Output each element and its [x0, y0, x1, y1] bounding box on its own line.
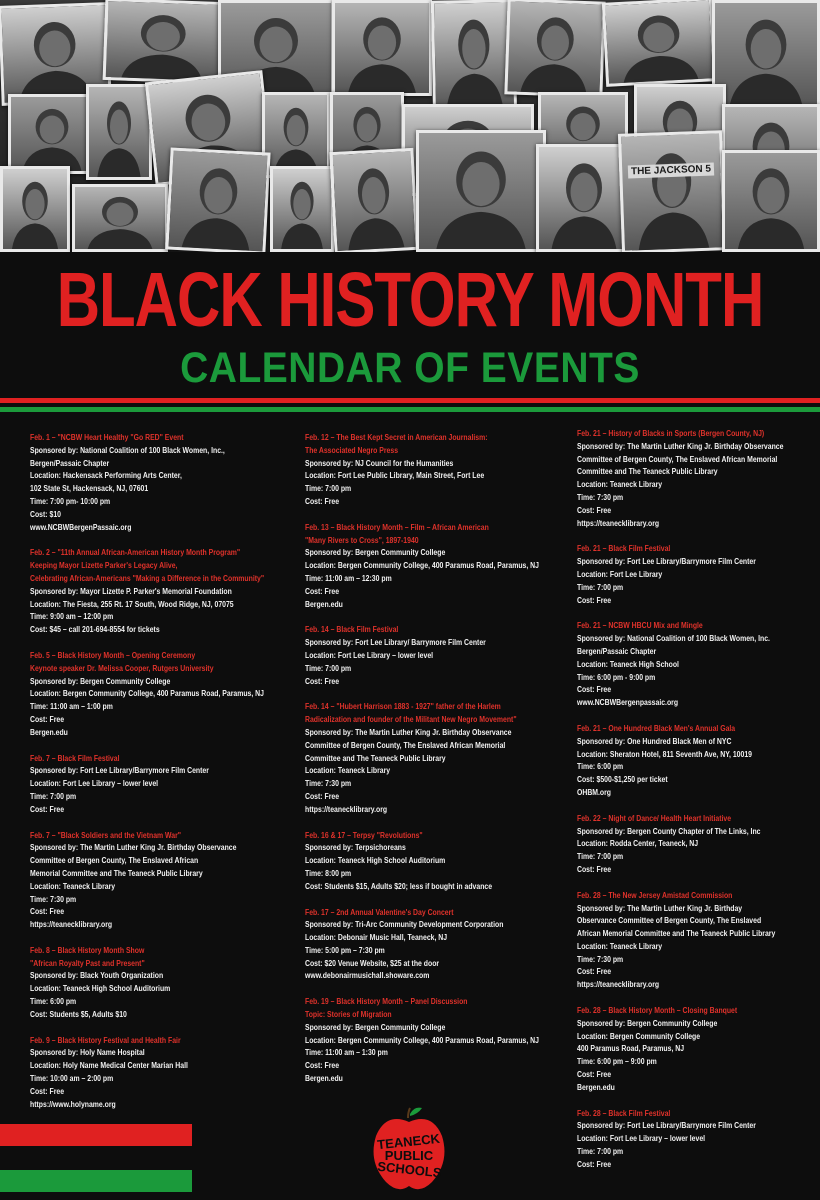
event-detail: Sponsored by: The Martin Luther King Jr. Birthday Observance: [577, 441, 784, 451]
page-subtitle: CALENDAR OF EVENTS: [180, 344, 640, 393]
event-detail: 400 Paramus Road, Paramus, NJ: [577, 1044, 685, 1054]
event-detail: Location: Fort Lee Library – lower level: [577, 1134, 706, 1144]
event-detail: Sponsored by: The Martin Luther King Jr. Birthday Observance: [30, 843, 237, 853]
event-detail: Observance Committee of Bergen County, The Enslaved: [577, 916, 762, 926]
event-item: [30, 945, 302, 1022]
event-detail: Location: Teaneck Library: [577, 941, 663, 951]
event-detail: Cost: Free: [305, 791, 340, 801]
event-heading: Feb. 14 – Black Film Festival: [305, 625, 399, 635]
event-heading: Feb. 14 – "Hubert Harrison 1883 - 1927" father of the Harlem: [305, 702, 501, 712]
event-detail: Sponsored by: One Hundred Black Men of NYC: [577, 736, 732, 746]
portrait-photo: [270, 166, 334, 252]
event-detail: https://teanecklibrary.org: [577, 518, 660, 528]
event-detail: Location: Debonair Music Hall, Teaneck, NJ: [305, 933, 448, 943]
event-item: [577, 543, 817, 607]
event-detail: Sponsored by: Fort Lee Library/ Barrymore Film Center: [305, 638, 486, 648]
event-detail: Cost: Free: [30, 714, 65, 724]
event-detail: Location: Fort Lee Library: [577, 569, 663, 579]
event-detail: Sponsored by: National Coalition of 100 Black Women, Inc.,: [30, 445, 225, 455]
event-heading: Feb. 5 – Black History Month – Opening Ceremony: [30, 650, 196, 660]
event-detail: Cost: Free: [30, 1086, 65, 1096]
portrait-photo: [416, 130, 546, 252]
event-detail: Time: 7:30 pm: [577, 492, 624, 502]
event-detail: Time: 10:00 am – 2:00 pm: [30, 1074, 114, 1084]
portrait-photo: [536, 144, 632, 252]
event-heading: Keynote speaker Dr. Melissa Cooper, Rutgers University: [30, 663, 214, 673]
logo-line-1: TEANECK: [376, 1130, 441, 1153]
event-detail: www.NCBWBergenpassaic.org: [577, 698, 679, 708]
event-detail: Memorial Committee and The Teaneck Public Library: [30, 868, 203, 878]
event-item: [577, 1108, 817, 1172]
event-detail: Location: Fort Lee Public Library, Main Street, Fort Lee: [305, 471, 485, 481]
event-detail: www.NCBWBergenPassaic.org: [30, 522, 132, 532]
logo-line-2: PUBLIC: [384, 1148, 434, 1163]
event-detail: Location: Teaneck High School Auditorium: [305, 856, 446, 866]
event-heading: The Associated Negro Press: [305, 445, 399, 455]
event-detail: Committee and The Teaneck Public Library: [577, 467, 718, 477]
event-item: [30, 753, 302, 817]
event-item: [305, 996, 577, 1086]
event-item: [30, 432, 302, 534]
event-detail: Cost: Free: [305, 676, 340, 686]
event-detail: Time: 11:00 am – 1:00 pm: [30, 702, 113, 712]
event-detail: Location: Bergen Community College, 400 Paramus Road, Paramus, NJ: [305, 1035, 539, 1045]
event-detail: Cost: Free: [577, 685, 612, 695]
event-detail: Sponsored by: National Coalition of 100 Black Women, Inc.: [577, 634, 770, 644]
photo-collage: [0, 0, 820, 252]
event-item: [577, 723, 817, 800]
event-item: [305, 624, 577, 688]
portrait-photo: [332, 0, 432, 96]
event-detail: Location: Sheraton Hotel, 811 Seventh Ave, NY, 10019: [577, 749, 752, 759]
event-detail: Cost: Free: [577, 1159, 612, 1169]
event-detail: https://www.holyname.org: [30, 1099, 116, 1109]
event-detail: Time: 6:00 pm: [577, 762, 624, 772]
event-detail: African Memorial Committee and The Teaneck Public Library: [577, 929, 776, 939]
event-item: [305, 907, 577, 984]
event-detail: Cost: Free: [577, 967, 612, 977]
portrait-photo: [165, 147, 270, 252]
event-heading: Feb. 22 – Night of Dance/ Health Heart Initiative: [577, 813, 732, 823]
event-heading: Feb. 9 – Black History Festival and Health Fair: [30, 1035, 181, 1045]
pan-african-flag: [0, 1124, 192, 1192]
event-detail: Cost: Free: [577, 505, 612, 515]
flag-black-band: [0, 1146, 192, 1170]
event-detail: Sponsored by: Bergen Community College: [577, 1018, 718, 1028]
event-detail: Location: Teaneck Library: [577, 480, 663, 490]
event-detail: Sponsored by: Terpsichoreans: [305, 843, 406, 853]
event-detail: https://teanecklibrary.org: [305, 804, 388, 814]
event-detail: Sponsored by: Fort Lee Library/Barrymore Film Center: [577, 1121, 756, 1131]
event-detail: Sponsored by: Tri-Arc Community Development Corporation: [305, 920, 504, 930]
event-detail: Time: 8:00 pm: [305, 868, 352, 878]
apple-icon: [364, 1102, 454, 1194]
flag-green-band: [0, 1170, 192, 1192]
event-detail: Location: Teaneck High School Auditorium: [30, 984, 171, 994]
event-detail: Bergen.edu: [577, 1082, 615, 1092]
event-heading: Celebrating African-Americans "Making a Difference in the Community": [30, 573, 265, 583]
events-column-2: [305, 432, 577, 1099]
event-detail: Location: Bergen Community College, 400 Paramus Road, Paramus, NJ: [305, 561, 539, 571]
stripe-green: [0, 407, 820, 412]
event-detail: Cost: Students $5, Adults $10: [30, 1009, 127, 1019]
event-heading: "African Royalty Past and Present": [30, 958, 145, 968]
event-item: [577, 1005, 817, 1095]
event-detail: Committee and The Teaneck Public Library: [305, 753, 446, 763]
teaneck-public-schools-logo: [364, 1102, 454, 1194]
event-heading: Feb. 28 – Black Film Festival: [577, 1108, 671, 1118]
event-detail: Time: 7:00 pm- 10:00 pm: [30, 496, 111, 506]
event-item: [577, 813, 817, 877]
event-detail: Time: 7:00 pm: [577, 1147, 624, 1157]
event-heading: Feb. 21 – One Hundred Black Men's Annual Gala: [577, 723, 736, 733]
event-detail: Cost: Free: [30, 907, 65, 917]
event-detail: Cost: $500-$1,250 per ticket: [577, 775, 668, 785]
event-detail: Time: 6:00 pm - 9:00 pm: [577, 672, 656, 682]
event-heading: Feb. 21 – History of Blacks in Sports (Bergen County, NJ): [577, 429, 765, 438]
event-detail: Bergen/Passaic Chapter: [577, 646, 657, 656]
event-item: [305, 522, 577, 612]
event-heading: Radicalization and founder of the Militant New Negro Movement": [305, 715, 517, 725]
event-detail: Cost: Free: [305, 586, 340, 596]
event-detail: Committee of Bergen County, The Enslaved African Memorial: [305, 740, 506, 750]
event-detail: Committee of Bergen County, The Enslaved African: [30, 856, 199, 866]
event-detail: Cost: Free: [577, 595, 612, 605]
event-detail: Time: 6:00 pm: [30, 997, 77, 1007]
event-detail: Time: 7:00 pm: [30, 791, 77, 801]
event-heading: Feb. 16 & 17 – Terpsy "Revolutions": [305, 830, 423, 840]
event-detail: Sponsored by: Bergen Community College: [305, 1022, 446, 1032]
event-detail: Time: 7:00 pm: [305, 484, 352, 494]
event-detail: Location: Bergen Community College, 400 Paramus Road, Paramus, NJ: [30, 689, 264, 699]
portrait-photo: [8, 94, 96, 174]
event-detail: Sponsored by: Fort Lee Library/Barrymore Film Center: [577, 557, 756, 567]
event-heading: Feb. 21 – Black Film Festival: [577, 544, 671, 554]
event-heading: Feb. 12 – The Best Kept Secret in American Journalism:: [305, 433, 488, 442]
event-detail: Time: 7:30 pm: [30, 894, 77, 904]
flag-red-band: [0, 1124, 192, 1146]
event-heading: Feb. 17 – 2nd Annual Valentine's Day Concert: [305, 907, 454, 917]
event-detail: Sponsored by: The Martin Luther King Jr. Birthday: [577, 903, 743, 913]
event-item: [305, 432, 577, 509]
event-detail: Time: 7:30 pm: [305, 779, 352, 789]
event-detail: Bergen.edu: [305, 1074, 343, 1084]
event-detail: Time: 7:30 pm: [577, 954, 624, 964]
portrait-photo: [618, 130, 726, 252]
event-detail: Cost: Free: [577, 864, 612, 874]
event-detail: Location: Teaneck Library: [305, 766, 391, 776]
event-item: [305, 701, 577, 816]
portrait-photo: [103, 0, 224, 84]
portrait-photo: [602, 0, 716, 87]
event-detail: 102 State St, Hackensack, NJ, 07601: [30, 484, 149, 494]
event-heading: Feb. 28 – Black History Month – Closing Banquet: [577, 1006, 738, 1016]
event-detail: https://teanecklibrary.org: [30, 920, 113, 930]
event-detail: Time: 7:00 pm: [577, 582, 624, 592]
event-item: [577, 428, 817, 530]
event-detail: Location: Fort Lee Library – lower level: [305, 650, 434, 660]
jackson5-label: THE JACKSON 5: [628, 163, 714, 179]
portrait-photo: [72, 184, 168, 252]
event-detail: Sponsored by: Bergen County Chapter of The Links, Inc: [577, 826, 761, 836]
event-heading: Feb. 7 – Black Film Festival: [30, 753, 120, 763]
event-detail: Sponsored by: Bergen Community College: [305, 548, 446, 558]
event-detail: Bergen.edu: [30, 727, 68, 737]
event-detail: Time: 6:00 pm – 9:00 pm: [577, 1057, 657, 1067]
event-detail: Location: Teaneck High School: [577, 659, 679, 669]
event-item: [305, 830, 577, 894]
event-heading: Feb. 28 – The New Jersey Amistad Commission: [577, 890, 733, 900]
event-detail: Bergen.edu: [305, 599, 343, 609]
event-heading: Keeping Mayor Lizette Parker's Legacy Alive,: [30, 561, 178, 571]
events-column-3: [577, 428, 817, 1185]
event-item: [30, 547, 302, 637]
event-detail: Location: Rodda Center, Teaneck, NJ: [577, 839, 699, 849]
event-heading: Feb. 8 – Black History Month Show: [30, 945, 145, 955]
event-detail: Time: 9:00 am – 12:00 pm: [30, 612, 114, 622]
event-detail: Sponsored by: The Martin Luther King Jr. Birthday Observance: [305, 727, 512, 737]
event-detail: Sponsored by: Bergen Community College: [30, 676, 171, 686]
event-detail: Cost: Students $15, Adults $20; less if bought in advance: [305, 881, 493, 891]
event-item: [577, 890, 817, 992]
event-item: [30, 650, 302, 740]
event-detail: Cost: Free: [305, 496, 340, 506]
event-detail: Location: The Fiesta, 255 Rt. 17 South, Wood Ridge, NJ, 07075: [30, 599, 234, 609]
event-heading: Feb. 19 – Black History Month – Panel Discussion: [305, 997, 468, 1007]
event-detail: Cost: Free: [577, 1070, 612, 1080]
event-heading: Feb. 7 – "Black Soldiers and the Vietnam War": [30, 830, 182, 840]
event-detail: Location: Hackensack Performing Arts Center,: [30, 471, 182, 481]
event-detail: Time: 11:00 am – 1:30 pm: [305, 1048, 388, 1058]
event-detail: Time: 5:00 pm – 7:30 pm: [305, 945, 385, 955]
event-detail: Cost: Free: [30, 804, 65, 814]
event-detail: Sponsored by: Holy Name Hospital: [30, 1048, 145, 1058]
event-detail: Sponsored by: NJ Council for the Humanities: [305, 458, 454, 468]
portrait-photo: [329, 148, 418, 252]
event-heading: Feb. 13 – Black History Month – Film – African American: [305, 522, 489, 532]
event-detail: Location: Bergen Community College: [577, 1031, 701, 1041]
event-heading: Feb. 1 – "NCBW Heart Healthy "Go RED" Event: [30, 433, 184, 442]
event-detail: Time: 7:00 pm: [305, 663, 352, 673]
portrait-photo: [0, 166, 70, 252]
event-detail: www.debonairmusichall.showare.com: [305, 971, 430, 981]
portrait-photo: [712, 0, 820, 110]
event-detail: Cost: $20 Venue Website, $25 at the door: [305, 958, 440, 968]
page-title: BLACK HISTORY MONTH: [56, 256, 764, 343]
event-detail: Time: 11:00 am – 12:30 pm: [305, 573, 392, 583]
event-heading: Topic: Stories of Migration: [305, 1010, 392, 1020]
portrait-photo: [504, 0, 605, 98]
event-detail: Cost: $45 – call 201-694-8554 for tickets: [30, 625, 160, 635]
event-detail: Location: Teaneck Library: [30, 881, 116, 891]
event-detail: https://teanecklibrary.org: [577, 980, 660, 990]
event-detail: OHBM.org: [577, 787, 612, 797]
event-detail: Sponsored by: Mayor Lizette P. Parker's Memorial Foundation: [30, 586, 232, 596]
events-column-1: [30, 432, 302, 1124]
portrait-photo: [86, 84, 152, 180]
event-detail: Committee of Bergen County, The Enslaved African Memorial: [577, 454, 778, 464]
event-detail: Location: Holy Name Medical Center Marian Hall: [30, 1061, 188, 1071]
event-item: [30, 1035, 302, 1112]
event-item: [30, 830, 302, 932]
event-heading: Feb. 2 – "11th Annual African-American History Month Program": [30, 548, 241, 558]
event-heading: Feb. 21 – NCBW HBCU Mix and Mingle: [577, 621, 703, 631]
event-detail: Cost: $10: [30, 509, 61, 519]
event-detail: Sponsored by: Black Youth Organization: [30, 971, 164, 981]
event-detail: Sponsored by: Fort Lee Library/Barrymore Film Center: [30, 766, 209, 776]
event-detail: Location: Fort Lee Library – lower level: [30, 779, 159, 789]
event-detail: Cost: Free: [305, 1061, 340, 1071]
event-heading: "Many Rivers to Cross", 1897-1940: [305, 535, 419, 545]
event-detail: Time: 7:00 pm: [577, 852, 624, 862]
portrait-photo: [722, 150, 820, 252]
logo-line-3: SCHOOLS: [376, 1158, 443, 1181]
event-detail: Bergen/Passaic Chapter: [30, 458, 110, 468]
event-item: [577, 620, 817, 710]
